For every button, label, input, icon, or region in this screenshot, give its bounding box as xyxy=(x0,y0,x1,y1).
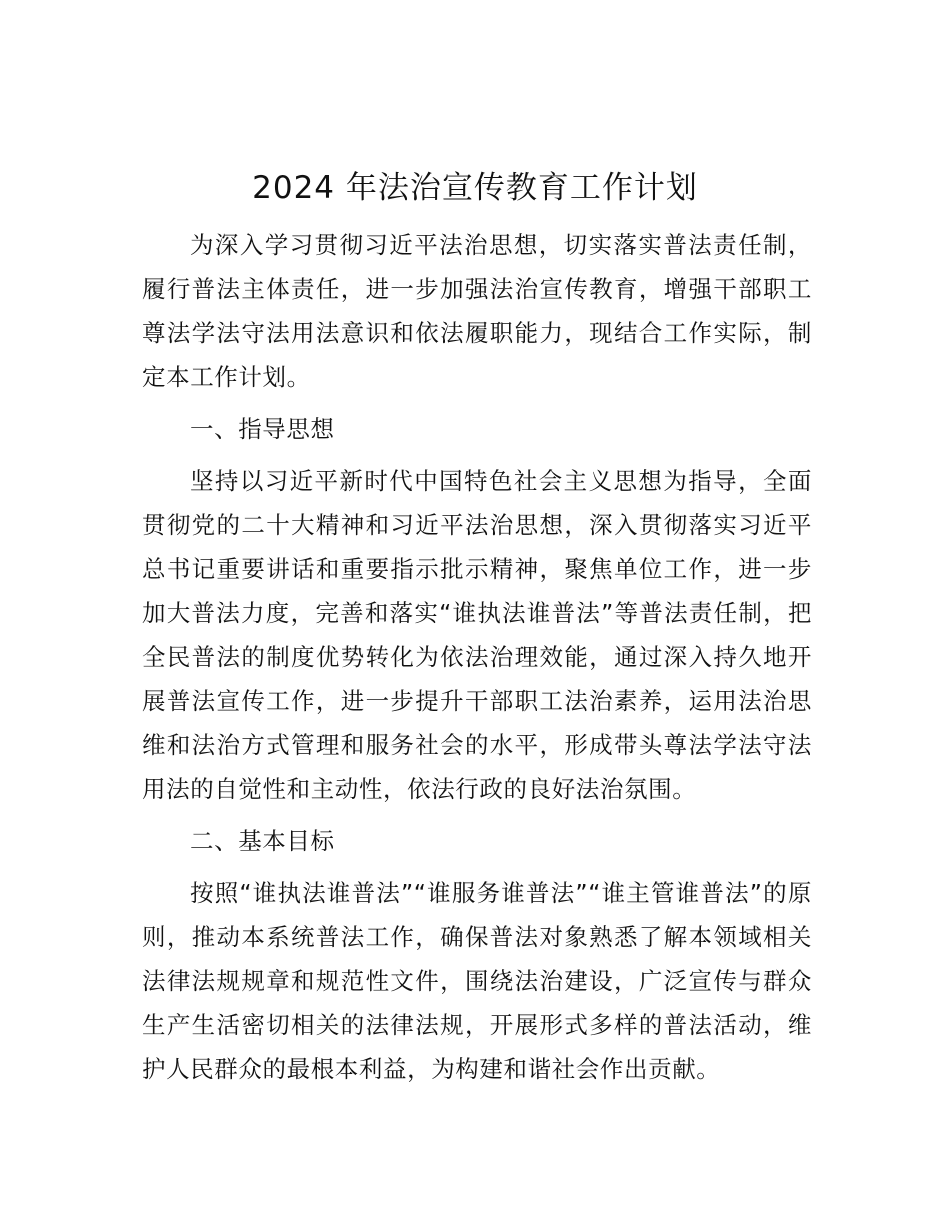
document-title: 2024 年法治宣传教育工作计划 xyxy=(252,170,698,206)
section-body-basic-goals: 按照“谁执法谁普法”“谁服务谁普法”“谁主管谁普法”的原则，推动本系统普法工作，确保普法对象熟悉了解本领域相关法律法规规章和规范性文件，围绕法治建设，广泛宣传与群众生产生活密切相关的法律法规，开展形式多样的普法活动，维护人民群众的最根本利益，为构建和谐社会作出贡献。 xyxy=(142,879,812,1083)
section-heading-guiding-ideology: 一、指导思想 xyxy=(190,415,335,443)
document-body xyxy=(142,223,812,1091)
section-body-guiding-ideology: 坚持以习近平新时代中国特色社会主义思想为指导，全面贯彻党的二十大精神和习近平法治思想，深入贯彻落实习近平总书记重要讲话和重要指示批示精神，聚焦单位工作，进一步加大普法力度，完善和落实“谁执法谁普法”等普法责任制，把全民普法的制度优势转化为依法治理效能，通过深入持久地开展普法宣传工作，进一步提升干部职工法治素养，运用法治思维和法治方式管理和服务社会的水平，形成带头尊法学法守法用法的自觉性和主动性，依法行政的良好法治氛围。 xyxy=(142,467,812,803)
intro-paragraph: 为深入学习贯彻习近平法治思想，切实落实普法责任制，履行普法主体责任，进一步加强法治宣传教育，增强干部职工尊法学法守法用法意识和依法履职能力，现结合工作实际，制定本工作计划。 xyxy=(142,231,812,391)
section-heading-basic-goals: 二、基本目标 xyxy=(190,827,335,855)
